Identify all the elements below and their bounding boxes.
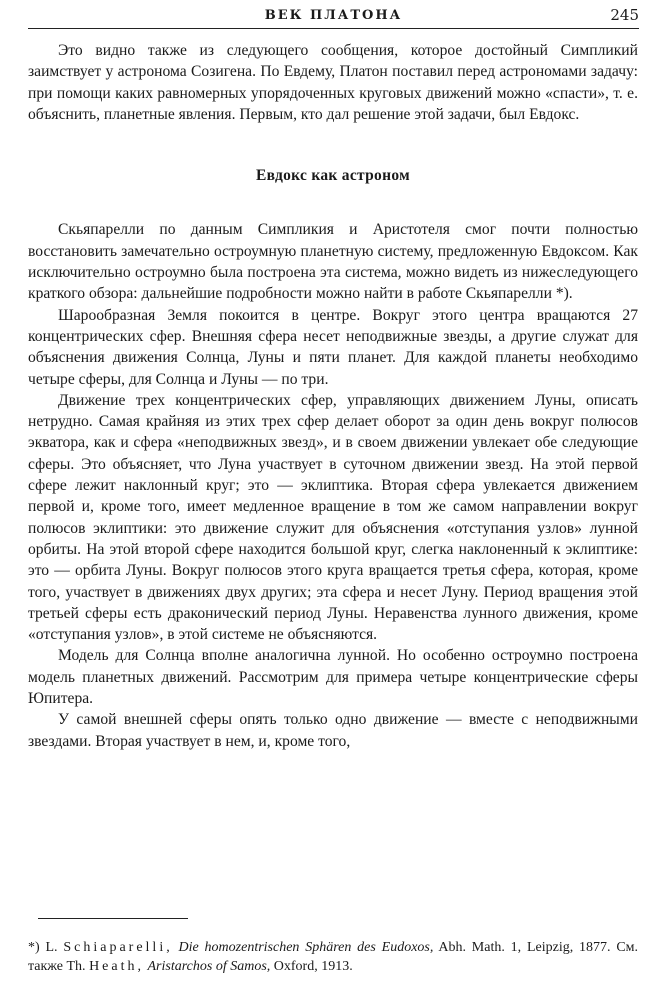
footnote-publication: Oxford, 1913.: [273, 959, 353, 974]
paragraph: Скьяпарелли по данным Симпликия и Аристотеля смог почти полностью восстановить замечательно остроумную планетную систему, предложенную Евдоксом. Как исключительно остроумно была построена эта система, можно видеть из нижеследующего краткого обзора: дальнейшие подробности можно найти в работе Скьяпарелли *).: [28, 221, 638, 303]
section-heading: Евдокс как астроном: [256, 167, 410, 185]
footnote-title: Die homozentrischen Sphären des Eudoxos,: [178, 940, 434, 955]
paragraph: У самой внешней сферы опять только одно движение — вместе с неподвижными звездами. Вторая участвует в нем, и, кроме того,: [28, 711, 638, 750]
paragraph: Модель для Солнца вполне аналогична лунной. Но особенно остроумно построена модель планетных движений. Рассмотрим для примера четыре концентрические сферы Юпитера.: [28, 647, 638, 708]
paragraph: Шарообразная Земля покоится в центре. Вокруг этого центра вращаются 27 концентрических сфер. Внешняя сфера несет неподвижные звезды, а другие служат для объяснения движения Солнца, Луны и пяти планет. Для каждой планеты необходимо четыре сферы, для Солнца и Луны — по три.: [28, 306, 638, 388]
footnote-publication: Abh. Math. 1, Leipzig, 1877. См. также Th.: [28, 940, 639, 974]
footnote-marker: *) L.: [28, 940, 58, 955]
paragraph: Движение трех концентрических сфер, управляющих движением Луны, описать нетрудно. Самая крайняя из этих трех сфер делает оборот за один день вокруг полюсов экватора, как и сфера «неподвижных звезд», и в своем движении увлекает обе следующие сферы. Это объясняет, что Луна участвует в суточном движении звезд. На этой первой сфере лежит наклонный круг; это — эклиптика. Вторая сфера увлекается движением первой и, кроме того, имеет медленное вращение в том же самом направлении вокруг полюсов эклиптики: это движение служит для объяснения «отступания узлов» лунной орбиты. На этой второй сфере находится большой круг, слегка наклоненный к эклиптике: это — орбита Луны. Вокруг полюсов этого круга вращается третья сфера, которая, кроме того, участвует в движениях двух других; эта сфера и несет Луну. Период вращения этой третьей сферы есть драконический период Луны. Неравенства лунного движения, кроме «отступания узлов», в этой системе не объясняются.: [28, 391, 638, 644]
body-text: [28, 40, 638, 752]
footnote-author: Heath,: [89, 959, 144, 974]
running-head: [28, 6, 639, 29]
running-title: ВЕК ПЛАТОНА: [264, 8, 403, 23]
paragraph: Это видно также из следующего сообщения, которое достойный Симпликий заимствует у астронома Созигена. По Евдему, Платон поставил перед астрономами задачу: при помощи каких равномерных упорядоченных круговых движений можно «спасти», т. е. объяснить, планетные явления. Первым, кто дал решение этой задачи, был Евдокс.: [28, 42, 638, 123]
footnote: [28, 938, 638, 976]
footnote-title: Aristarchos of Samos,: [147, 959, 271, 974]
page-number: 245: [610, 6, 639, 24]
footnote-rule: [38, 918, 188, 919]
footnote-author: Schiaparelli,: [63, 940, 173, 955]
